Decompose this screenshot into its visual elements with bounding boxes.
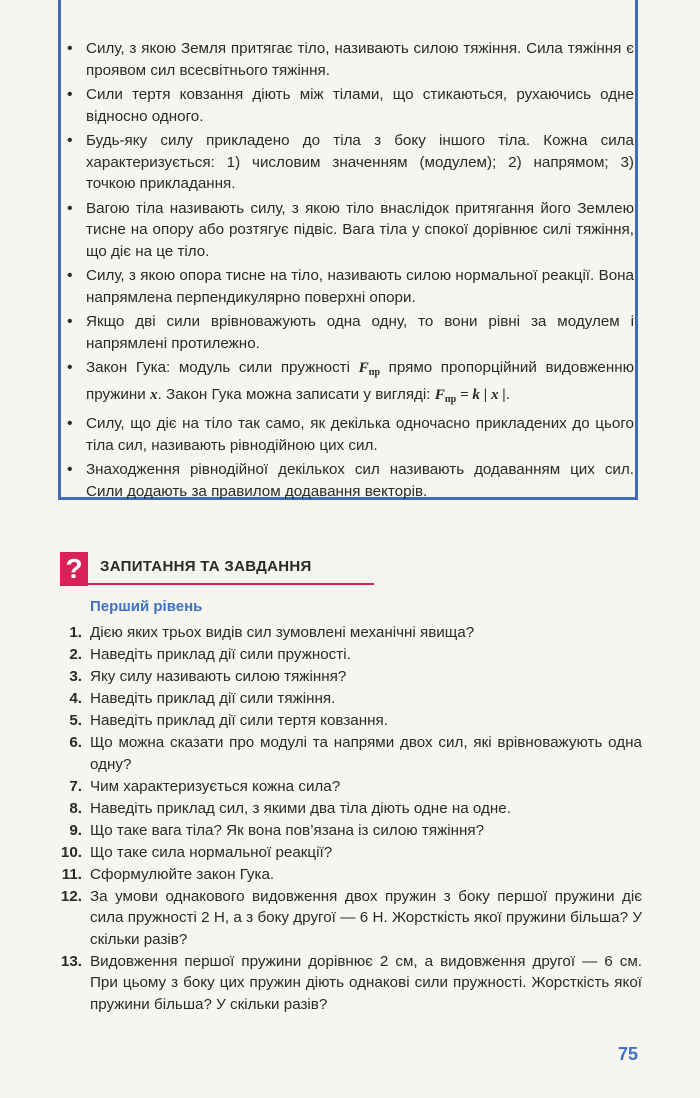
summary-item: • Вагою тіла називають силу, з якою тіло внаслідок притягання його Землею тисне на опору або розтягує підвіс. Вага тіла у спокої дорівнює силі тяжіння, що діє на це тіло. [67,199,634,260]
summary-item: • Силу, з якою опора тисне на тіло, називають силою нормальної реакції. Вона напрямлена перпендикулярно поверхні опори. [67,267,634,306]
question-mark-icon: ? [60,552,88,586]
force-symbol: $F_{пр}$ [358,359,381,378]
summary-item-hooke: • Закон Гука: модуль сили пружності $F_{пр}$ прямо пропорційний видовженню пружини x. Закон Гука можна записати у вигляді: $F_{пр} = k$ | x |. [67,359,634,405]
summary-item: • Якщо дві сили врівноважують одна одну, то вони рівні за модулем і напрямлені протилежно. [67,313,634,352]
bullet-icon: • [67,461,73,478]
question-list [58,622,642,1016]
summary-item: • Сили тертя ковзання діють між тілами, що стикаються, рухаючись одне відносно одного. [67,86,634,125]
question-item: 4. Наведіть приклад дії сили тяжіння. [69,690,336,707]
question-item: 6. Що можна сказати про модулі та напрями двох сил, які врівноважують одна одну? [69,734,642,773]
question-item: 8. Наведіть приклад сил, з якими два тіла діють одне на одне. [69,799,511,817]
question-item: 7. Чим характеризується кожна сила? [69,777,341,795]
bullet-icon: • [67,313,73,330]
question-item: 11. Сформулюйте закон Гука. [61,865,275,883]
bullet-icon: • [67,199,73,217]
bullet-icon: • [67,86,73,103]
question-item: 12. За умови однакового видовження двох пружин з боку першої пружини діє сила пружності 2 Н, а з боку другої — 6 Н. Жорсткість якої пружини більша? У скільки разів? [60,887,642,948]
summary-item: • Знаходження рівнодійної декількох сил називають додаванням цих сил. Сили додають за правилом додавання векторів. [67,461,634,500]
page-number: 75 [618,1044,639,1064]
summary-item: • Будь-яку силу прикладено до тіла з боку іншого тіла. Кожна сила характеризується: 1) числовим значенням (модулем); 2) напрямом; 3) точкою прикладання. [67,132,634,192]
question-item: 10. Що таке сила нормальної реакції? [60,843,333,861]
bullet-icon: • [67,132,73,149]
bullet-icon: • [67,415,73,432]
section-title: ЗАПИТАННЯ ТА ЗАВДАННЯ [100,558,312,575]
question-item: 9. Що таке вага тіла? Як вона пов’язана із силою тяжіння? [69,821,485,839]
level-title: Перший рівень [90,598,203,615]
question-item: 5. Наведіть приклад дії сили тертя ковзання. [69,712,388,729]
question-item: 1. Дією яких трьох видів сил зумовлені механічні явища? [69,624,475,641]
summary-list [62,38,634,505]
section-header [60,552,375,586]
bullet-icon: • [67,40,73,57]
summary-item: • Силу, з якою Земля притягає тіло, називають силою тяжіння. Сила тяжіння є проявом сил всесвітнього тяжіння. [67,40,634,79]
x-symbol: x [150,385,158,403]
question-item: 2. Наведіть приклад дії сили пружності. [69,646,351,663]
question-item: 3. Яку силу називають силою тяжіння? [69,668,347,685]
bullet-icon: • [67,267,73,284]
section-underline [88,583,374,585]
bullet-icon: • [67,359,73,376]
question-item: 13. Видовження першої пружини дорівнює 2 см, а видовження другої — 6 см. При цьому з боку цих пружин діють однакові сили пружності. Жорсткість якої пружини більша? У скільки разів? [60,952,642,1013]
summary-item: • Силу, що діє на тіло так само, як декілька одночасно прикладених до цього тіла сил, називають рівнодійною цих сил. [67,415,634,454]
hooke-formula: $F_{пр} = k$ | x | [434,385,506,405]
